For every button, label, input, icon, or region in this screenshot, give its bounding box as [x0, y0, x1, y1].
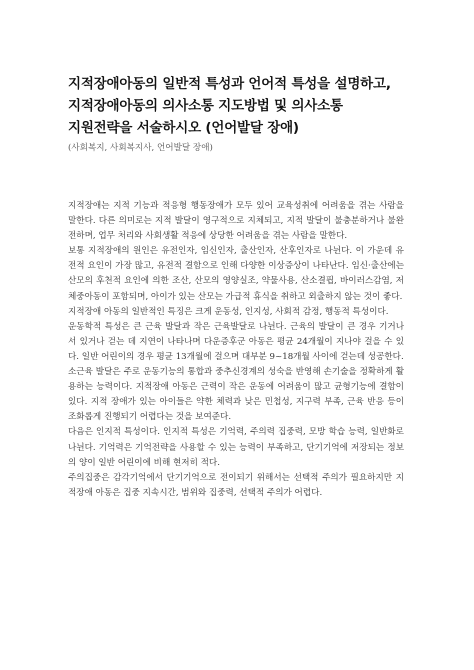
body-paragraph: 소근육 발달은 주로 운동기능의 통합과 중추신경계의 성숙을 반영해 손기술을 정확하게 활용하는 능력이다. 지적장애 아동은 근력이 작은 운동에 어려움이 많고 균형기능에 결함이 있다. 지적 장애가 있는 아이들은 약한 체력과 낮은 민첩성, 지구력 부족, 근육 반응 등이 조화롭게 진행되기 어렵다는 것을 보여준다.	[68, 367, 404, 423]
document-title: 지적장애아동의 일반적 특성과 언어적 특성을 설명하고, 지적장애아동의 의사소통 지도방법 및 의사소통 지원전략을 서술하시오 (언어발달 장애)	[68, 76, 391, 136]
document-body	[68, 199, 404, 501]
body-paragraph: 보통 지적장애의 원인은 유전인자, 임신인자, 출산인자, 산후인자로 나뉜다. 이 가운데 유전적 요인이 가장 많고, 유전적 결함으로 인해 다양한 이상증상이 나타난다. 임신·출산에는 산모의 후천적 요인에 의한 조산, 산모의 영양실조, 약물사용, 산소결핍, 바이러스감염, 저체중아동이 포함되며, 아이가 있는 산모는 가급적 휴식을 취하고 외출하지 않는 것이 좋다.	[68, 246, 404, 302]
body-paragraph: 지적장애 아동의 일반적인 특징은 크게 운동성, 인지성, 사회적 감정, 행동적 특성이다.	[68, 306, 389, 317]
body-paragraph: 운동학적 특성은 큰 근육 발달과 작은 근육발달로 나뉜다. 근육의 발달이 큰 경우 기거나 서 있거나 걷는 데 지연이 나타나며 다운증후군 아동은 평균 24개월이 지나야 걸을 수 있다. 일반 어린이의 경우 평균 13개월에 걸으며 대부분 9~18개월 사이에 걷는데 성공한다.	[68, 321, 404, 362]
document-subtitle: (사회복지, 사회복지사, 언어발달 장애)	[68, 143, 213, 153]
body-paragraph: 다음은 인지적 특성이다. 인지적 특성은 기억력, 주의력 집중력, 모방 학습 능력, 일반화로 나뉜다. 기억력은 기억전략을 사용할 수 있는 능력이 부족하고, 단기기억에 저장되는 정보의 양이 일반 어린이에 비해 현저히 적다.	[68, 427, 404, 468]
body-paragraph: 지적장애는 지적 기능과 적응형 행동장애가 모두 있어 교육성취에 어려움을 겪는 사람을 말한다. 다른 의미로는 지적 발달이 영구적으로 지체되고, 지적 발달이 불충분하거나 불완전하며, 업무 처리와 사회생활 적응에 상당한 어려움을 겪는 사람을 말한다.	[68, 201, 404, 242]
body-paragraph: 주의집중은 감각기억에서 단기기억으로 전이되기 위해서는 선택적 주의가 필요하지만 지적장애 아동은 집중 지속시간, 범위와 집중력, 선택적 주의가 어렵다.	[68, 472, 404, 498]
